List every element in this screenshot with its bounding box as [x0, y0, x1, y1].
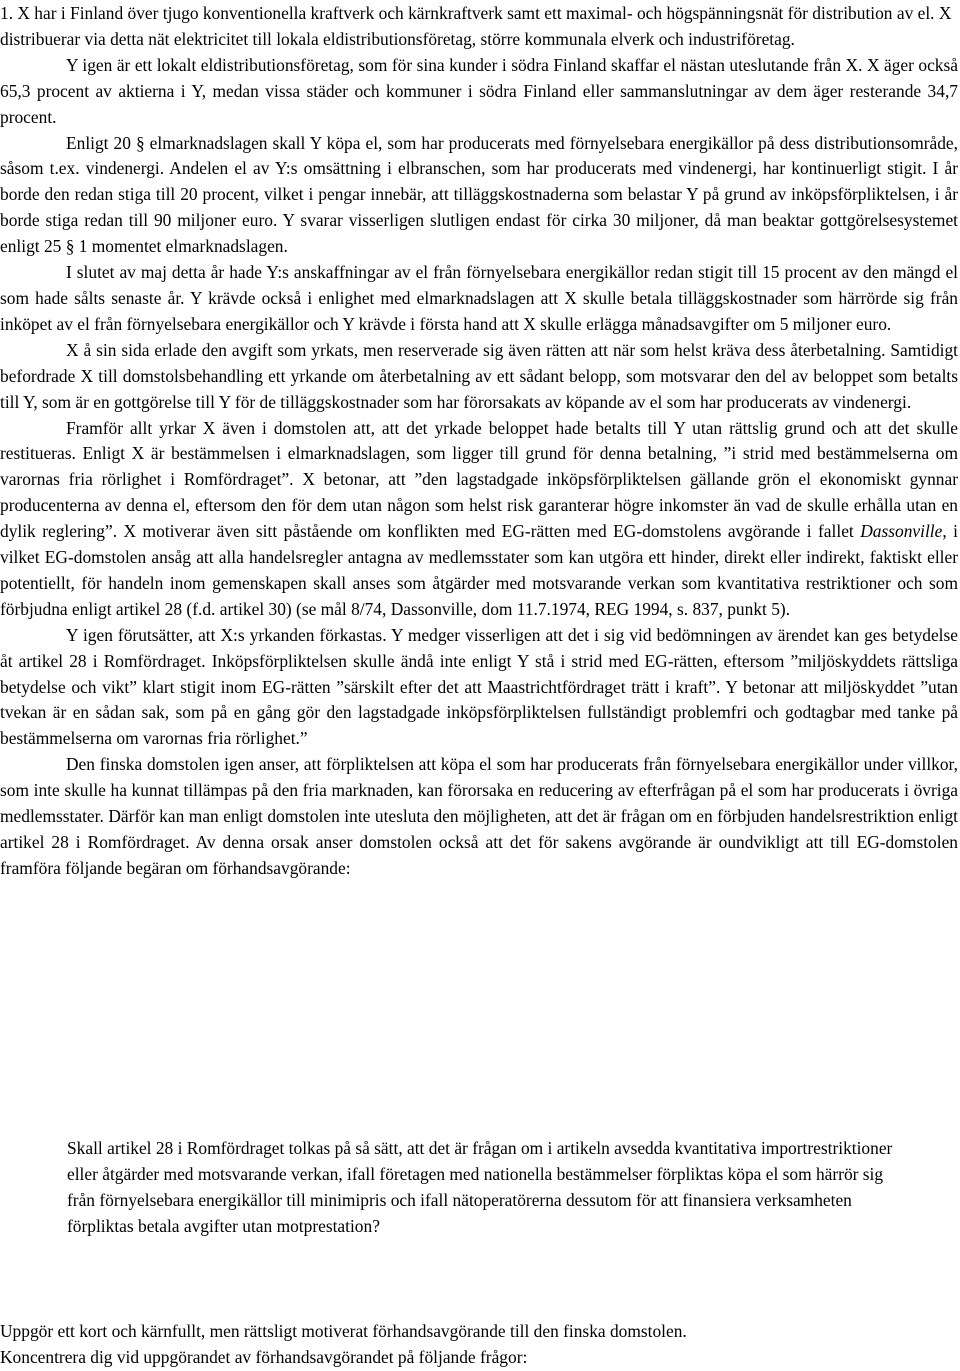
paragraph-maj: I slutet av maj detta år hade Y:s anskaffningar av el från förnyelsebara energikällor redan stigit till 15 procent av den mängd el som hade sålts senaste år. Y krävde också i enlighet med elmarknadslagen att X skulle betala tilläggskostnader som härrörde sig från inköpet av el från förnyelsebara energikällor och Y krävde i första hand att X skulle erlägga månadsavgifter om 5 miljoner euro. [0, 262, 958, 334]
paragraph-x-erlade: X å sin sida erlade den avgift som yrkats, men reserverade sig även rätten att när som helst kräva dess återbetalning. Samtidigt befordrade X till domstolsbehandling ett yrkande om återbetalning av ett sådant belopp, som motsvarar den del av beloppet som betalts till Y, som är en gottgörelse till Y för de tilläggskostnader som har förorsakats av köpande av el som har producerats av vindenergi. [0, 339, 958, 412]
instruction-line-2: Koncentrera dig vid uppgörandet av förhandsavgörandet på följande frågor: [0, 1346, 528, 1367]
paragraph-enligt-20: Enligt 20 § elmarknadslagen skall Y köpa el, som har producerats med förnyelsebara energikällor på dess distributionsområde, såsom t.ex. vindenergi. Andelen el av Y:s omsättning i elbranschen, som har producerats med vindenergi, har kontinuerligt stigit. I år borde den redan stiga till 20 procent, vilket i pengar innebär, att tilläggskostnaderna som belastar Y på grund av inköpsförpliktelsen, i år borde stiga redan till 90 miljoner euro. Y svarar visserligen slutligen endast för cirka 30 miljoner, då man beaktar gottgörelsesystemet enligt 25 § 1 momentet elmarknadslagen. [0, 132, 958, 257]
task-instructions [0, 1319, 958, 1371]
paragraph-framfor [0, 416, 958, 623]
framfor-text-end: , i vilket EG-domstolen ansåg att alla handelsregler antagna av medlemsstater som kan utgöra ett hinder, direkt eller indirekt, faktiskt eller potentiellt, för handeln inom gemenskapen skall anses som åtgärder med motsvarande verkan som kvantitativa restriktioner och som förbjudna enligt artikel 28 (f.d. artikel 30) (se mål 8/74, Dassonville, dom 11.7.1974, REG 1994, s. 837, punkt 5). [0, 521, 958, 619]
document-body [0, 1, 958, 882]
instruction-line-1: Uppgör ett kort och kärnfullt, men rättsligt motiverat förhandsavgörande till den finska domstolen. [0, 1321, 687, 1341]
framfor-text-start: Framför allt yrkar X även i domstolen att, att det yrkade beloppet hade betalts till Y utan rättslig grund och att det skulle restitueras. Enligt X är bestämmelsen i elmarknadslagen, som ligger till grund för denna betalning, ”i strid med bestämmelserna om varornas fria rörlighet i Romfördraget”. X betonar, att ”den lagstadgade inköpsförpliktelsen gällande grön el ekonomiskt gynnar producenterna av denna el, eftersom den för dem utan någon som helst risk garanterar högre inkomster än vad de skulle erhålla utan en dylik reglering”. X motiverar även sitt påstående om konflikten med EG-rätten med EG-domstolens avgörande i fallet [0, 417, 958, 542]
paragraph-y-forutsatter: Y igen förutsätter, att X:s yrkanden förkastas. Y medger visserligen att det i sig vid bedömningen av ärendet kan ges betydelse åt artikel 28 i Romfördraget. Inköpsförpliktelsen skulle ändå inte enligt Y stå i strid med EG-rätten, eftersom ”miljöskyddets rättsliga betydelse och vikt” klart stigit inom EG-rätten ”särskilt efter det att Maastrichtfördraget trätt i kraft”. Y betonar att miljöskyddet ”utan tvekan är en sådan sak, som på en gång gör den lagstadgade inköpsförpliktelsen fullständigt problemfri och godtagbar med tanke på bestämmelserna om varornas fria rörlighet.” [0, 624, 958, 749]
preliminary-question-quote: Skall artikel 28 i Romfördraget tolkas på så sätt, att det är frågan om i artikeln avsedda kvantitativa importrestriktioner eller åtgärder med motsvarande verkan, ifall företagen med nationella bestämmelser förpliktas köpa el som härrör sig från förnyelsebara energikällor till minimipris och ifall nätoperatörerna dessutom för att finansiera verksamheten förpliktas betala avgifter utan motprestation? [67, 1138, 893, 1236]
case-name-dassonville: Dassonville [860, 521, 943, 542]
paragraph-y-local: Y igen är ett lokalt eldistributionsföretag, som för sina kunder i södra Finland skaffar el nästan uteslutande från X. X äger också 65,3 procent av aktierna i Y, medan vissa städer och kommuner i södra Finland eller sammanslutningar av dem äger resterande 34,7 procent. [0, 54, 958, 127]
paragraph-intro: 1. X har i Finland över tjugo konventionella kraftverk och kärnkraftverk samt ett maximal- och högspänningsnät för distribution av el. X distribuerar via detta nät elektricitet till lokala eldistributionsföretag, större kommunala elverk och industriföretag. [0, 3, 952, 49]
paragraph-domstolen: Den finska domstolen igen anser, att förpliktelsen att köpa el som har producerats från förnyelsebara energikällor under villkor, som inte skulle ha kunnat tillämpas på den fria marknaden, kan förorsaka en reducering av efterfrågan på el som har producerats i övriga medlemsstater. Därför kan man enligt domstolen inte utesluta den möjligheten, att det är frågan om en förbjuden handelsrestriktion enligt artikel 28 i Romfördraget. Av denna orsak anser domstolen också att det för sakens avgörande är oundvikligt att till EG-domstolen framföra följande begäran om förhandsavgörande: [0, 754, 958, 878]
